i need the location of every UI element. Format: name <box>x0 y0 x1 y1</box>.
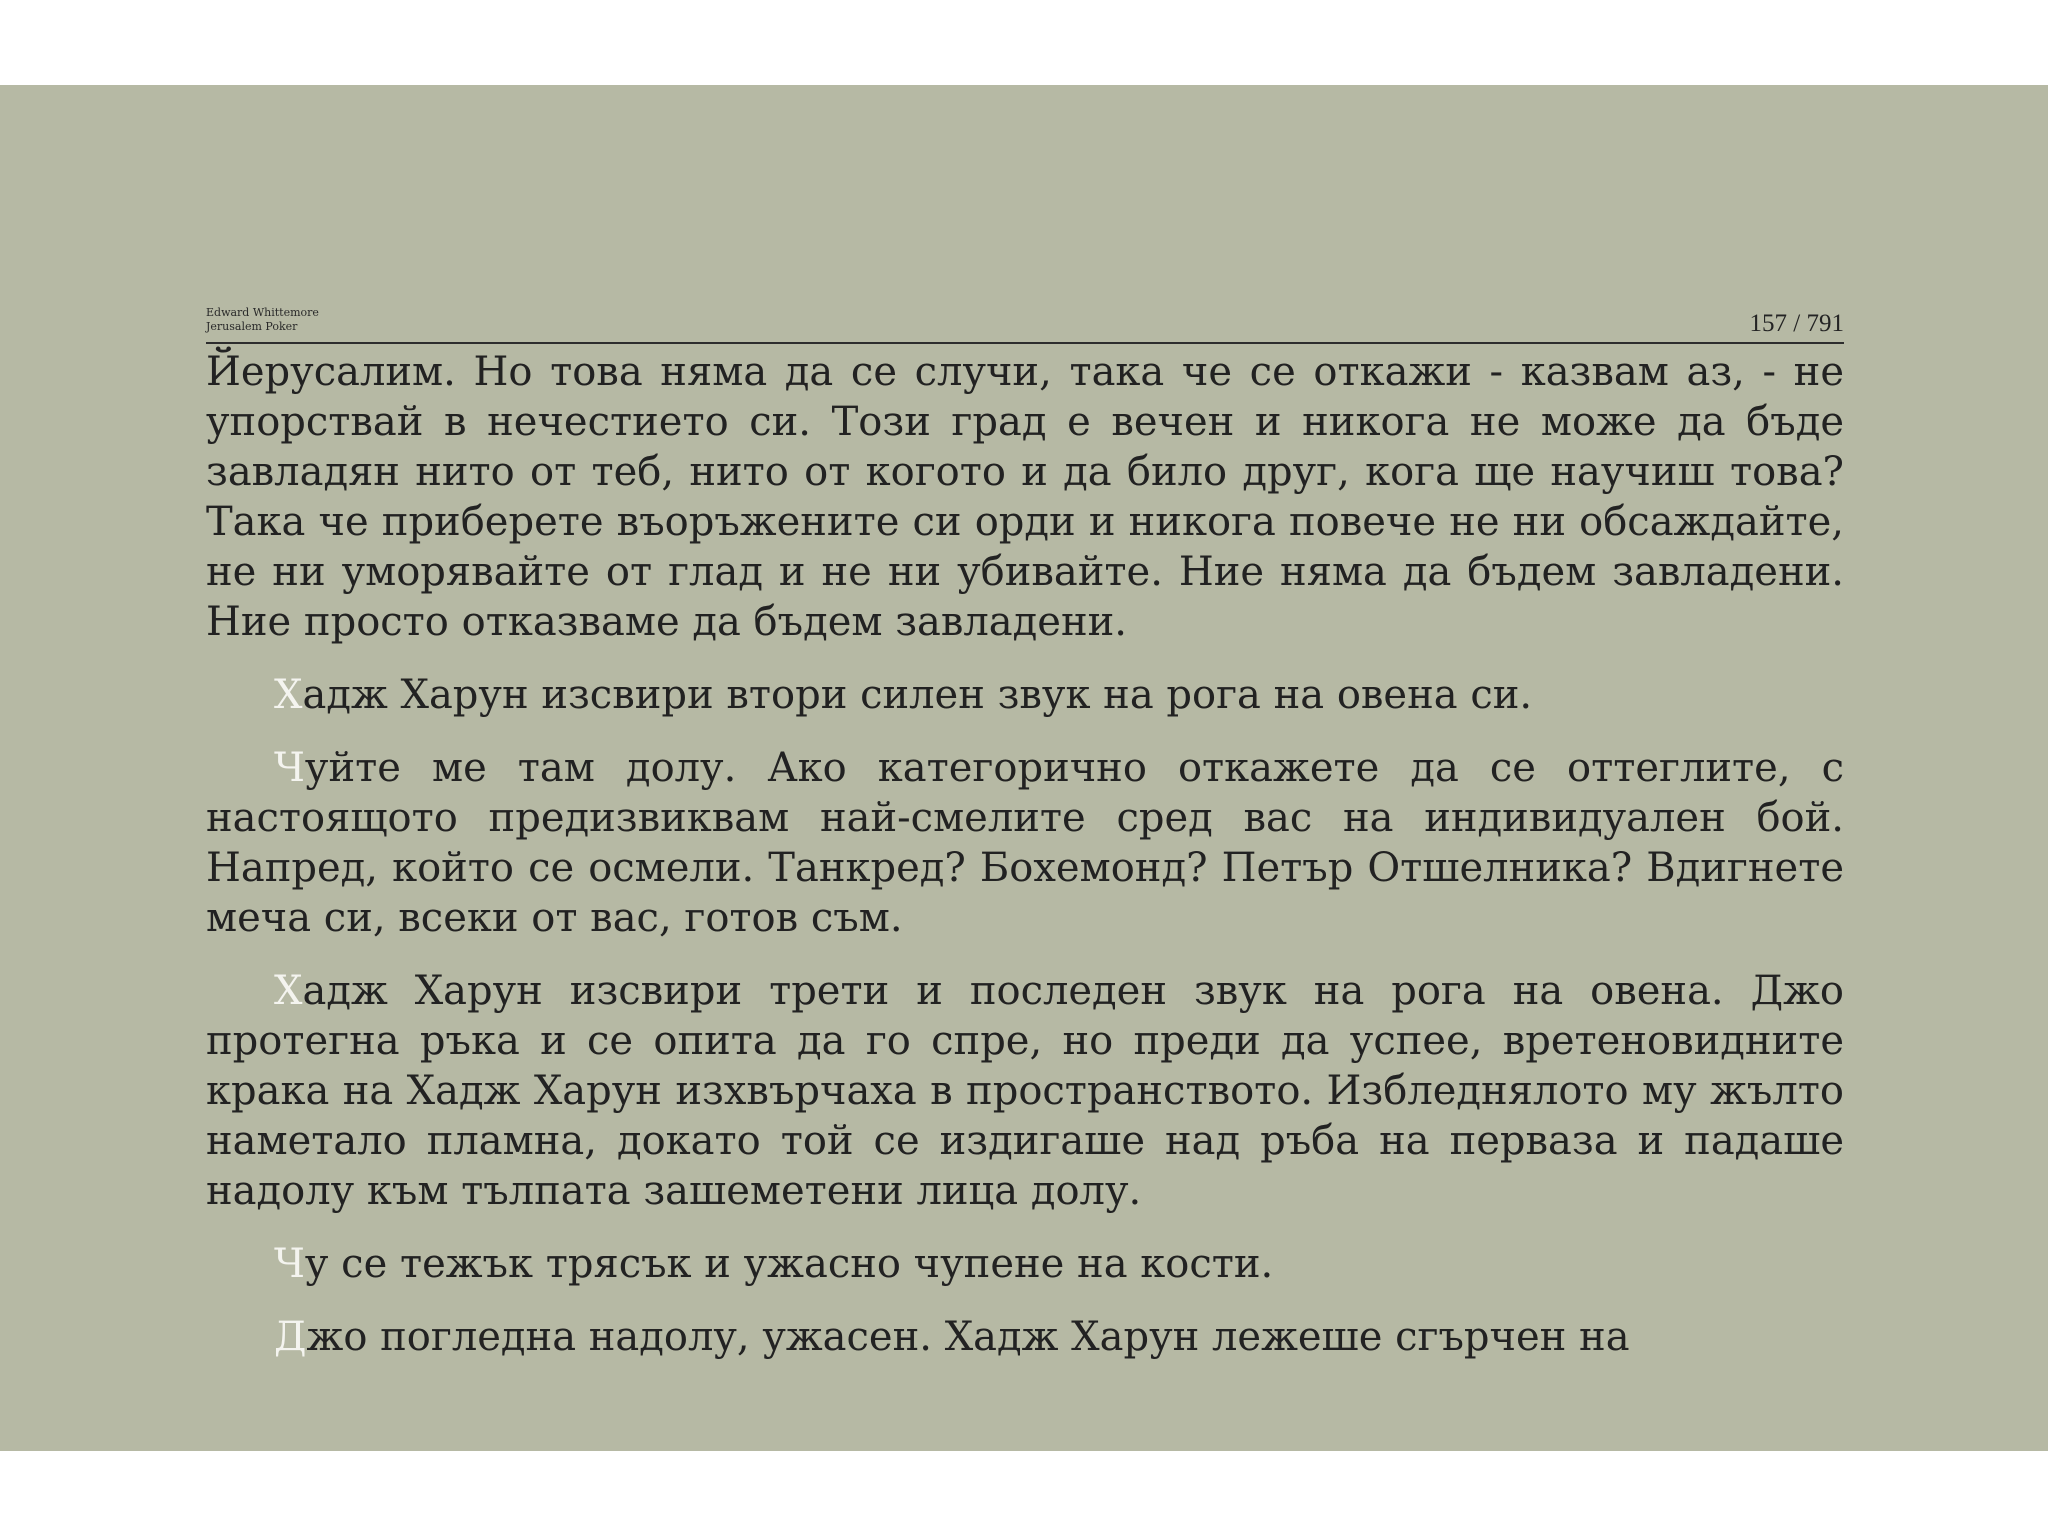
header-divider <box>206 342 1844 344</box>
paragraph <box>206 670 1844 720</box>
book-page[interactable] <box>0 85 2048 1451</box>
paragraph-initial: Х <box>274 968 303 1014</box>
paragraph <box>206 966 1844 1216</box>
paragraph-initial: Д <box>274 1314 307 1360</box>
page-header <box>206 222 1844 344</box>
book-author: Edward Whittemore <box>206 306 319 319</box>
paragraph-initial: Ч <box>274 1241 305 1287</box>
paragraph-text: адж Харун изсвири трети и последен звук на рога на овена. Джо протегна ръка и се опита да го спре, но преди да успее, вретеновидните крака на Хадж Харун изхвърчаха в пространството. Избледнялото му жълто наметало пламна, докато той се издигаше над ръба на перваза и падаше надолу към тълпата зашеметени лица долу. <box>206 968 1844 1214</box>
paragraph <box>206 1239 1844 1289</box>
book-metadata <box>206 306 319 334</box>
book-title: Jerusalem Poker <box>206 320 298 333</box>
book-text <box>206 347 1844 1385</box>
paragraph-text: жо погледна надолу, ужасен. Хадж Харун лежеше сгърчен на <box>306 1314 1630 1360</box>
paragraph <box>206 347 1844 647</box>
paragraph-initial: Ч <box>274 745 305 791</box>
paragraph-text: у се тежък трясък и ужасно чупене на кости. <box>304 1241 1274 1287</box>
page-indicator: 157 / 791 <box>1749 310 1844 337</box>
paragraph-text: уйте ме там долу. Ако категорично откажете да се оттеглите, с настоящото предизвиквам най-смелите сред вас на индивидуален бой. Напред, който се осмели. Танкред? Бохемонд? Петър Отшелника? Вдигнете меча си, всеки от вас, готов съм. <box>206 745 1844 941</box>
paragraph <box>206 1312 1844 1362</box>
paragraph-text: Йерусалим. Но това няма да се случи, така че се откажи - казвам аз, - не упорствай в нечестието си. Този град е вечен и никога не може да бъде завладян нито от теб, нито от когото и да било друг, кога ще научиш това? Така че приберете въоръжените си орди и никога повече не ни обсаждайте, не ни уморявайте от глад и не ни убивайте. Ние няма да бъдем завладени. Ние просто отказваме да бъдем завладени. <box>206 349 1844 645</box>
paragraph-initial: Х <box>274 672 303 718</box>
paragraph-text: адж Харун изсвири втори силен звук на рога на овена си. <box>302 672 1533 718</box>
paragraph <box>206 743 1844 943</box>
